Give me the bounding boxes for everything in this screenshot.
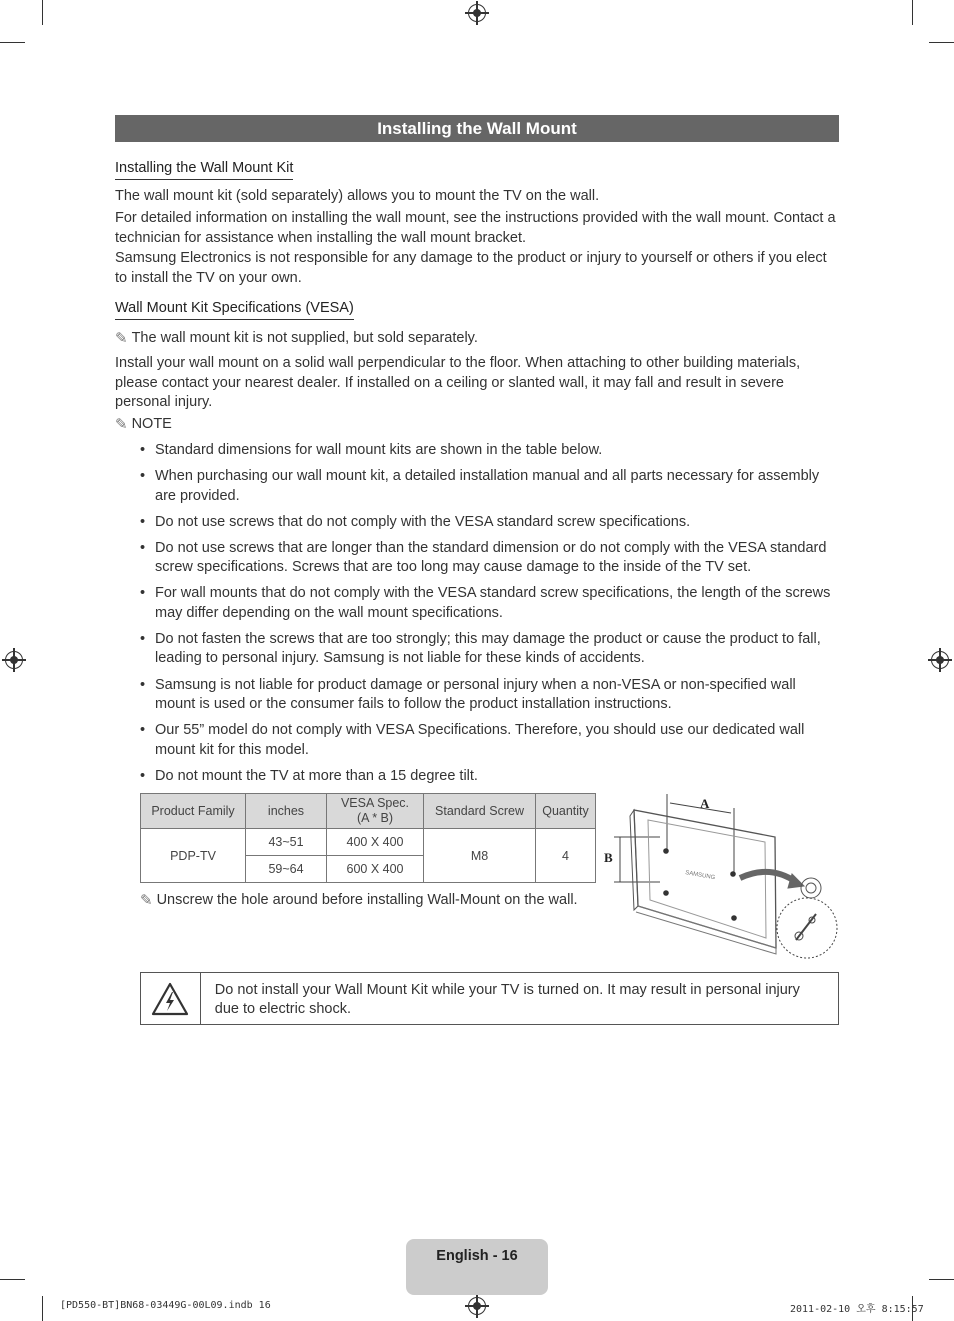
tv-rear-diagram <box>600 790 845 962</box>
list-item: • Do not use screws that do not comply with the VESA standard screw specifications. <box>140 513 840 533</box>
paragraph: For detailed information on installing the wall mount, see the instructions provided with the wall mount. Contact a technician for assistance when installing the wall mount bracket. <box>115 210 836 246</box>
list-item: • When purchasing our wall mount kit, a detailed installation manual and all parts necessary for assembly are provided. <box>140 467 840 506</box>
note-bullet-list <box>140 441 840 793</box>
list-item: • Standard dimensions for wall mount kits are shown in the table below. <box>140 441 840 461</box>
note-text: The wall mount kit is not supplied, but sold separately. <box>131 330 478 346</box>
table-cell: PDP-TV <box>141 829 246 883</box>
vesa-spec-table <box>140 793 596 883</box>
page-title: Installing the Wall Mount <box>115 115 839 142</box>
paragraph: Samsung Electronics is not responsible for any damage to the product or injury to yourself or others if you elect to install the TV on your own. <box>115 250 827 286</box>
page-number-label: English - 16 <box>406 1239 548 1295</box>
pencil-note-icon: ✎ <box>140 892 153 909</box>
section-heading-kit: Installing the Wall Mount Kit <box>115 160 293 180</box>
list-item: • Do not use screws that are longer than the standard dimension or do not comply with the VESA standard screw specifications. Screws that are too long may cause damage to the inside of the TV set. <box>140 539 840 578</box>
note-unscrew <box>140 891 578 909</box>
table-cell: 400 X 400 <box>327 829 424 856</box>
list-item: • Our 55” model do not comply with VESA Specifications. Therefore, you should use our dedicated wall mount kit for this model. <box>140 721 840 760</box>
crop-mark <box>42 0 43 25</box>
table-cell: 59~64 <box>246 856 327 883</box>
table-row <box>141 829 596 856</box>
note-label: NOTE <box>131 416 172 432</box>
table-cell: 43~51 <box>246 829 327 856</box>
warning-box <box>140 972 839 1025</box>
list-item: • Do not fasten the screws that are too strongly; this may damage the product or cause the product to fall, leading to personal injury. Samsung is not liable for these kinds of accidents. <box>140 630 840 669</box>
crop-mark <box>0 1279 25 1280</box>
list-item: • Samsung is not liable for product damage or personal injury when a non-VESA or non-specified wall mount is used or the consumer fails to follow the product installation instructions. <box>140 676 840 715</box>
crop-mark <box>912 0 913 25</box>
registration-mark-icon <box>468 1297 486 1315</box>
table-cell: 600 X 400 <box>327 856 424 883</box>
crop-mark <box>42 1296 43 1321</box>
registration-mark-icon <box>5 651 23 669</box>
table-cell: 4 <box>536 829 596 883</box>
table-header-line: (A * B) <box>356 811 394 825</box>
warning-text: Do not install your Wall Mount Kit while your TV is turned on. It may result in personal injury due to electric shock. <box>214 982 800 1017</box>
dimension-label-b: B <box>604 850 613 865</box>
table-header: inches <box>246 794 327 829</box>
section-heading-vesa: Wall Mount Kit Specifications (VESA) <box>115 300 354 320</box>
electric-shock-warning-icon <box>151 982 189 1016</box>
note-heading <box>115 415 172 433</box>
table-cell: M8 <box>424 829 536 883</box>
brand-logo-text: SAMSUNG <box>684 870 716 882</box>
table-header <box>327 794 424 829</box>
registration-mark-icon <box>468 4 486 22</box>
crop-mark <box>0 42 25 43</box>
crop-mark <box>929 1279 954 1280</box>
registration-mark-icon <box>931 651 949 669</box>
print-timestamp: 2011-02-10 오후 8:15:57 <box>790 1304 924 1315</box>
table-header-row <box>141 794 596 829</box>
table-header-line: VESA Spec. <box>340 796 410 810</box>
table-header: Product Family <box>141 794 246 829</box>
table-header: Standard Screw <box>424 794 536 829</box>
crop-mark <box>929 42 954 43</box>
note-sold-separately <box>115 329 478 347</box>
file-slug: [PD550-BT]BN68-03449G-00L09.indb 16 <box>60 1300 271 1311</box>
pencil-note-icon: ✎ <box>115 330 128 347</box>
list-item: • For wall mounts that do not comply with the VESA standard screw specifications, the length of the screws may differ depending on the wall mount specifications. <box>140 584 840 623</box>
warning-icon-cell <box>141 973 201 1024</box>
note-text: Unscrew the hole around before installing Wall-Mount on the wall. <box>156 892 578 908</box>
paragraph: Install your wall mount on a solid wall perpendicular to the floor. When attaching to other building materials, please contact your nearest dealer. If installed on a ceiling or slanted wall, it may fall and result in severe personal injury. <box>115 355 801 410</box>
pencil-note-icon: ✎ <box>115 416 128 433</box>
table-header: Quantity <box>536 794 596 829</box>
paragraph: The wall mount kit (sold separately) allows you to mount the TV on the wall. <box>115 188 600 204</box>
dimension-label-a: A <box>700 796 710 811</box>
list-item: • Do not mount the TV at more than a 15 degree tilt. <box>140 767 840 787</box>
